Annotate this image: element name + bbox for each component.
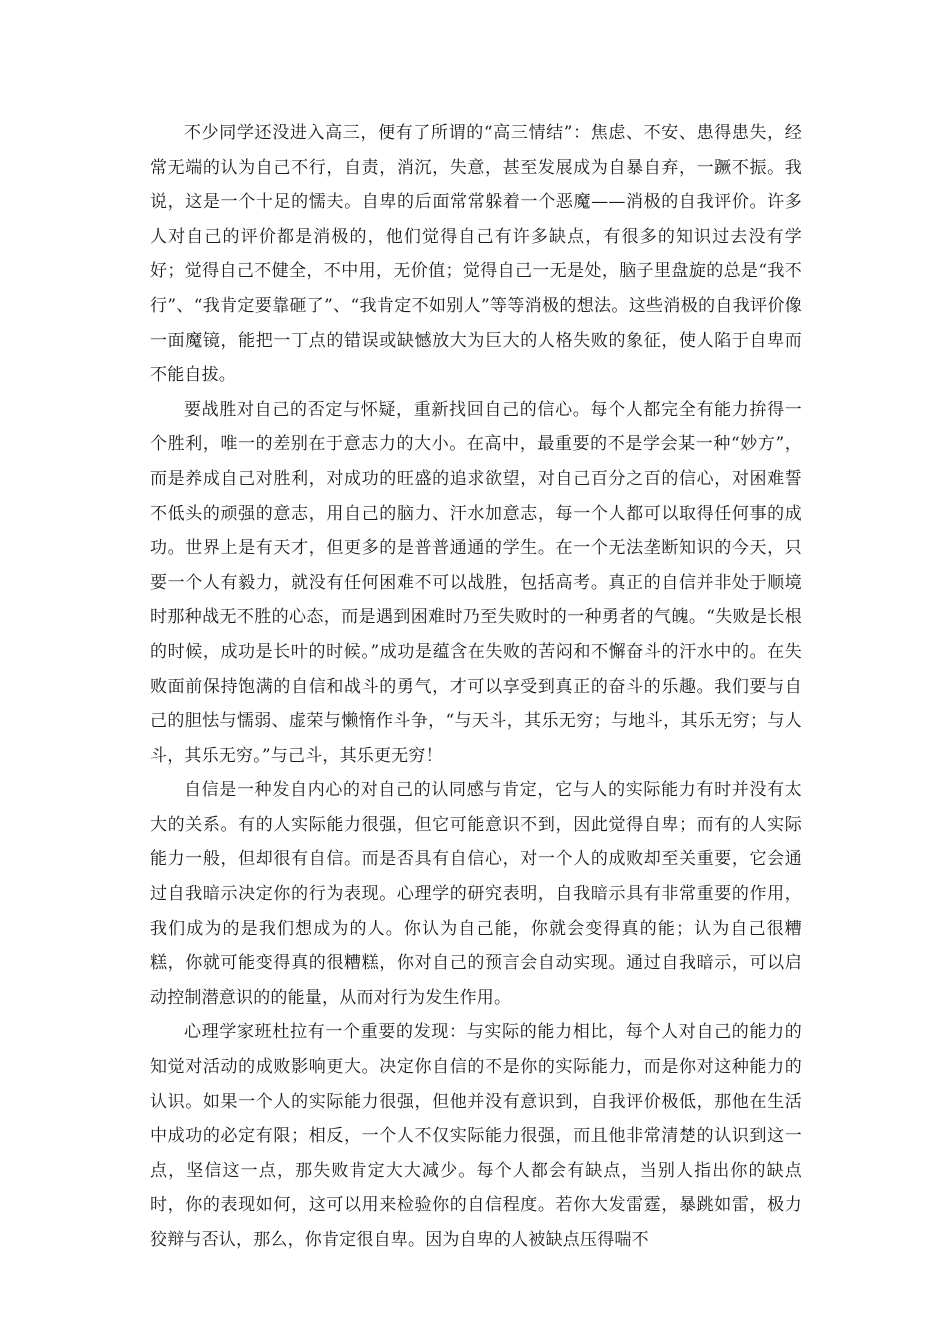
paragraph-1: 不少同学还没进入高三，便有了所谓的“高三情结”：焦虑、不安、患得患失，经常无端的认为自己不行，自责，消沉，失意，甚至发展成为自暴自弃，一蹶不振。我说，这是一个十足的懦夫。自卑的后面常常躲着一个恶魔——消极的自我评价。许多人对自己的评价都是消极的，他们觉得自己有许多缺点，有很多的知识过去没有学好；觉得自己不健全，不中用，无价值；觉得自己一无是处，脑子里盘旋的总是“我不行”、“我肯定要靠砸了”、“我肯定不如别人”等等消极的想法。这些消极的自我评价像一面魔镜，能把一丁点的错误或缺憾放大为巨大的人格失败的象征，使人陷于自卑而不能自拔。 (150, 123, 802, 386)
paragraph-2: 要战胜对自己的否定与怀疑，重新找回自己的信心。每个人都完全有能力拚得一个胜利，唯一的差别在于意志力的大小。在高中，最重要的不是学会某一种“妙方”，而是养成自己对胜利，对成功的旺盛的追求欲望，对自己百分之百的信心，对困难誓不低头的顽强的意志，用自己的脑力、汗水加意志，每一个人都可以取得任何事的成功。世界上是有天才，但更多的是普普通通的学生。在一个无法垄断知识的今天，只要一个人有毅力，就没有任何困难不可以战胜，包括高考。真正的自信并非处于顺境时那种战无不胜的心态，而是遇到困难时乃至失败时的一种勇者的气魄。“失败是长根的时候，成功是长叶的时候。”成功是蕴含在失败的苦闷和不懈奋斗的汗水中的。在失败面前保持饱满的自信和战斗的勇气，才可以享受到真正的奋斗的乐趣。我们要与自己的胆怯与懦弱、虚荣与懒惰作斗争，“与天斗，其乐无穷；与地斗，其乐无穷；与人斗，其乐无穷。”与己斗，其乐更无穷！ (150, 399, 802, 766)
paragraph-3: 自信是一种发自内心的对自己的认同感与肯定，它与人的实际能力有时并没有太大的关系。有的人实际能力很强，但它可能意识不到，因此觉得自卑；而有的人实际能力一般，但却很有自信。而是否具有自信心，对一个人的成败却至关重要，它会通过自我暗示决定你的行为表现。心理学的研究表明，自我暗示具有非常重要的作用，我们成为的是我们想成为的人。你认为自己能，你就会变得真的能；认为自己很糟糕，你就可能变得真的很糟糕，你对自己的预言会自动实现。通过自我暗示，可以启动控制潜意识的的能量，从而对行为发生作用。 (150, 780, 802, 1008)
document-body (150, 116, 802, 1258)
paragraph-4: 心理学家班杜拉有一个重要的发现：与实际的能力相比，每个人对自己的能力的知觉对活动的成败影响更大。决定你自信的不是你的实际能力，而是你对这种能力的认识。如果一个人的实际能力很强，但他并没有意识到，自我评价极低，那他在生活中成功的必定有限；相反，一个人不仅实际能力很强，而且他非常清楚的认识到这一点，坚信这一点，那失败肯定大大减少。每个人都会有缺点，当别人指出你的缺点时，你的表现如何，这可以用来检验你的自信程度。若你大发雷霆，暴跳如雷，极力狡辩与否认，那么，你肯定很自卑。因为自卑的人被缺点压得喘不 (150, 1022, 802, 1250)
